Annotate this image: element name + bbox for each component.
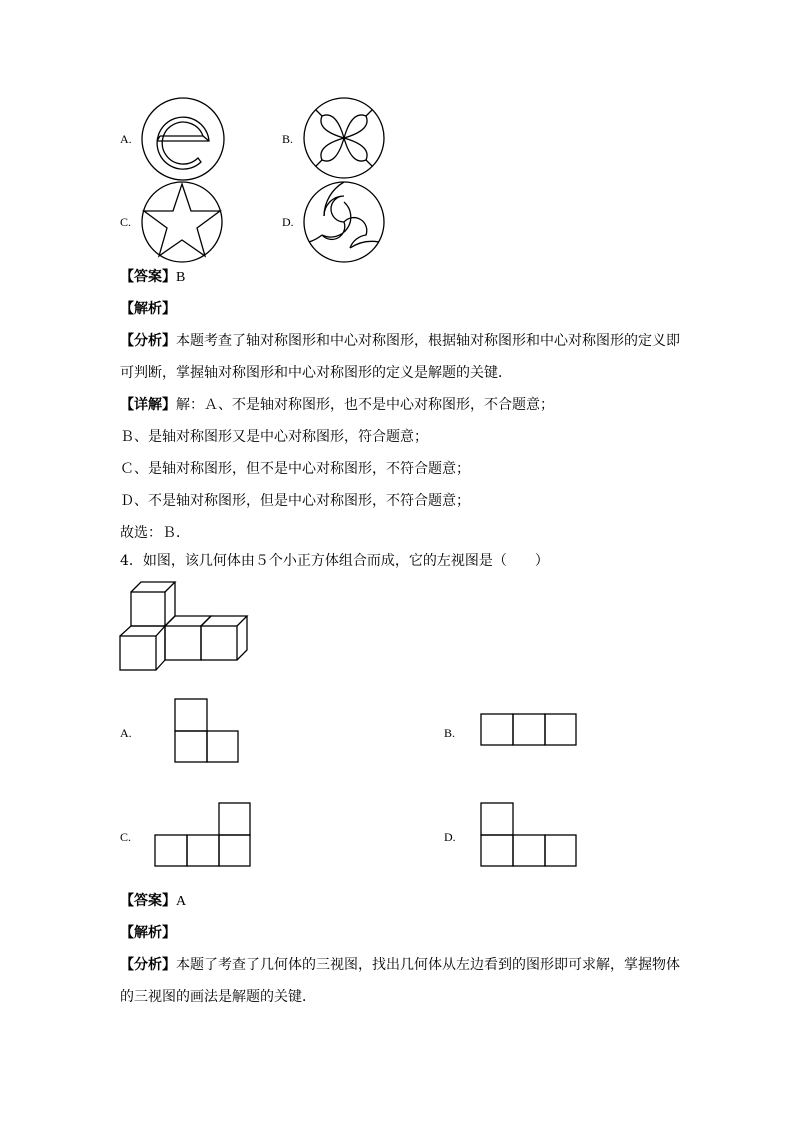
analysis-tag: 【解析】 xyxy=(120,301,176,317)
q4-question: 4．如图，该几何体由５个小正方体组合而成，它的左视图是（ ） xyxy=(120,553,549,569)
q4-option-b-label: B. xyxy=(444,726,456,740)
view-a-l-shape xyxy=(174,698,240,764)
option-b-label: B. xyxy=(282,132,294,146)
answer-tag: 【答案】 xyxy=(120,269,176,285)
q4-option-c-label: C. xyxy=(120,830,132,844)
xiangjie-tag: 【详解】 xyxy=(120,397,176,413)
q3-xiangjie-line2: Ｂ、是轴对称图形又是中心对称图形，符合题意； xyxy=(120,429,428,445)
answer-value: B xyxy=(176,270,186,285)
fenxi-text: 本题考查了轴对称图形和中心对称图形，根据轴对称图形和中心对称图形的定义即 xyxy=(176,333,680,349)
view-b-row-three xyxy=(480,713,578,747)
view-d-shape xyxy=(480,802,578,868)
fenxi-text: 本题了考查了几何体的三视图，找出几何体从左边看到的图形即可求解，掌握物体 xyxy=(176,957,680,973)
q4-option-a-label: A. xyxy=(120,726,132,740)
q4-fenxi-line1 xyxy=(120,955,680,975)
fenxi-tag: 【分析】 xyxy=(120,333,176,349)
analysis-tag: 【解析】 xyxy=(120,925,176,941)
q4-option-d-label: D. xyxy=(444,830,456,844)
q3-fenxi-line2: 可判断，掌握轴对称图形和中心对称图形的定义是解题的关键． xyxy=(120,365,512,381)
q4-answer-line xyxy=(120,891,186,912)
option-d-label: D. xyxy=(282,215,294,229)
q4-fenxi-line2: 的三视图的画法是解题的关键． xyxy=(120,989,316,1005)
answer-value: A xyxy=(176,894,187,909)
answer-tag: 【答案】 xyxy=(120,893,176,909)
view-c-shape xyxy=(154,802,252,868)
q3-answer-line xyxy=(120,267,185,288)
figure-triple-swirl xyxy=(302,180,386,264)
q3-xiangjie-line1 xyxy=(120,395,554,415)
figure-cube-assembly xyxy=(119,578,249,672)
xiangjie-text: 解：Ａ、不是轴对称图形，也不是中心对称图形，不合题意； xyxy=(176,397,554,413)
option-a-label: A. xyxy=(120,132,132,146)
figure-e-logo xyxy=(140,96,226,182)
figure-star-circle xyxy=(140,180,224,264)
q3-xiangjie-line4: Ｄ、不是轴对称图形，但是中心对称图形，不符合题意； xyxy=(120,493,470,509)
figure-four-petal xyxy=(302,96,386,180)
q3-fenxi-line1 xyxy=(120,331,680,351)
q3-xiangjie-line3: Ｃ、是轴对称图形，但不是中心对称图形，不符合题意； xyxy=(120,461,470,477)
q3-conclusion: 故选：Ｂ． xyxy=(120,525,190,541)
option-c-label: C. xyxy=(120,215,132,229)
fenxi-tag: 【分析】 xyxy=(120,957,176,973)
